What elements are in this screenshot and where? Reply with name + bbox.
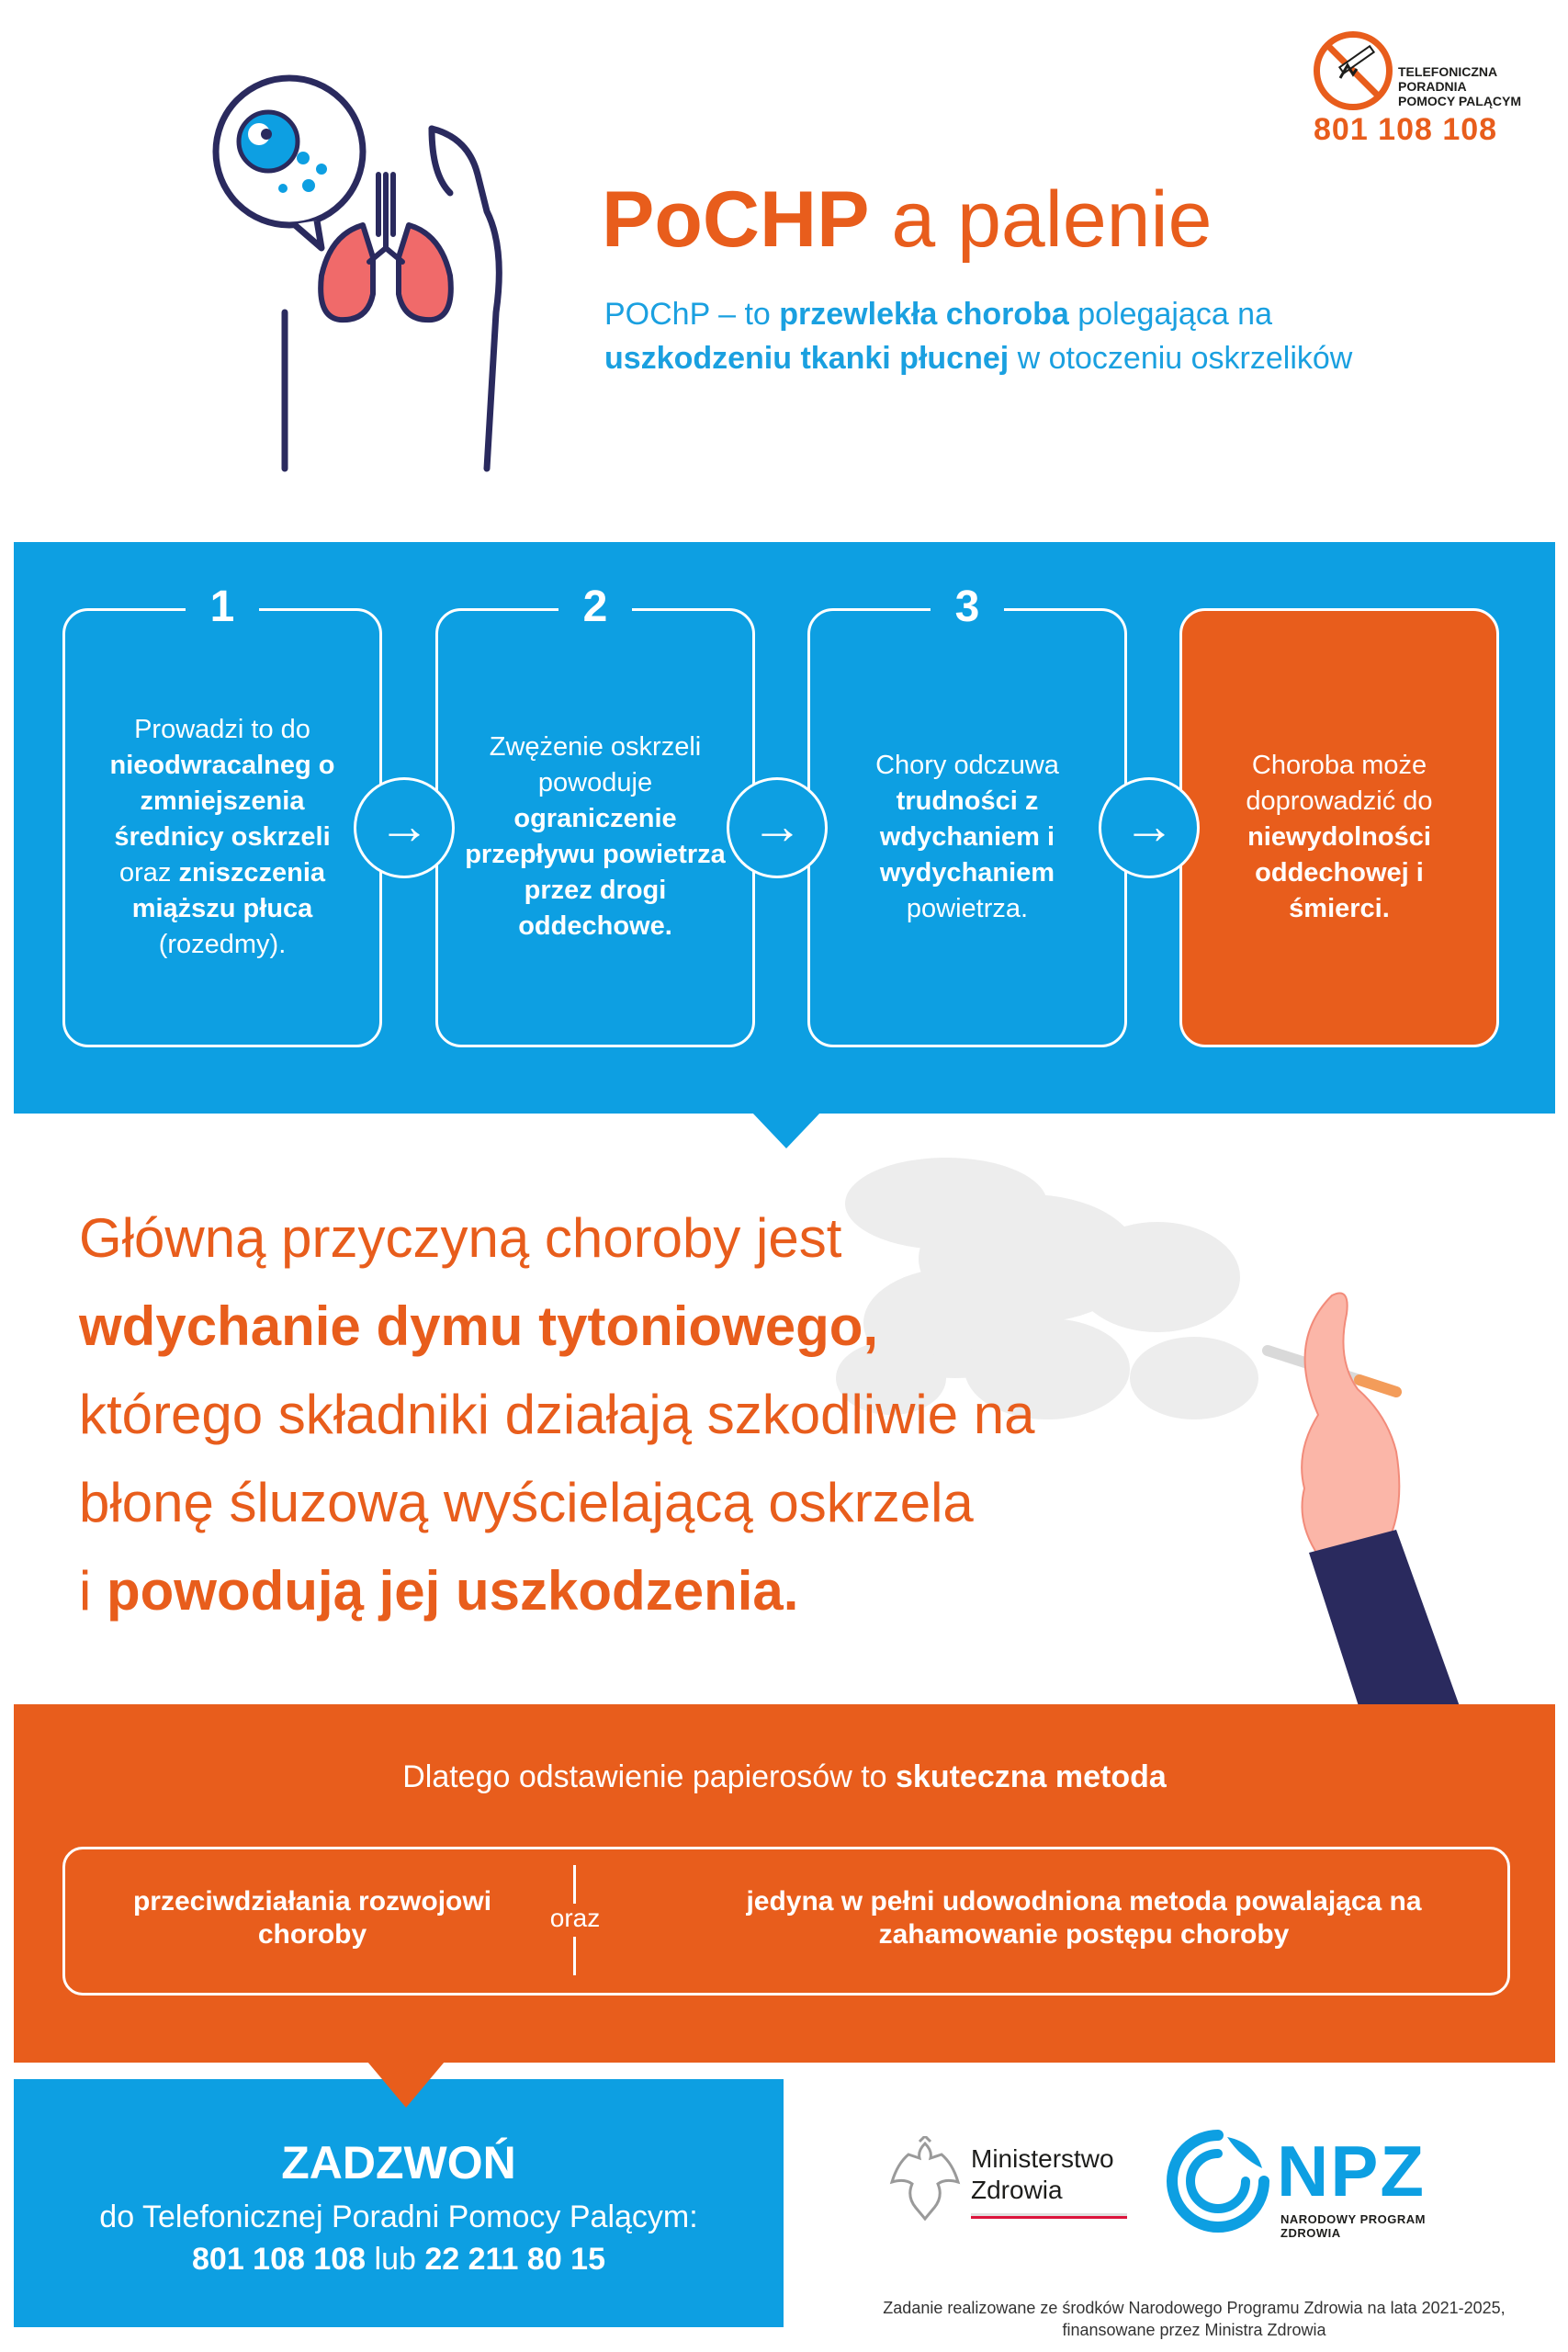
step-text: [89, 712, 355, 963]
npz-name: NPZ: [1277, 2131, 1426, 2211]
title-rest: a palenie: [869, 175, 1213, 264]
message-bold: powodują jej uszkodzenia.: [107, 1560, 799, 1622]
desc-text: w otoczeniu oskrzelików: [1009, 341, 1353, 376]
step-card-3: [807, 608, 1127, 1047]
call-numbers: [14, 2242, 784, 2278]
call-text: do Telefonicznej Poradni Pomocy Palącym:: [99, 2199, 698, 2234]
step-text-bold: trudności z wdychaniem i wydychaniem: [879, 786, 1055, 888]
call-title: ZADZWOŃ: [281, 2137, 516, 2188]
step-text-bold: ograniczenie przepływu powietrza przez drogi oddechowe.: [465, 804, 726, 941]
step-number: 1: [186, 575, 259, 639]
hotline-number[interactable]: 801 108 108: [1314, 112, 1498, 147]
footnote-line: Zadanie realizowane ze środków Narodowego Programu Zdrowia na lata 2021-2025,: [883, 2299, 1506, 2317]
step-text: [834, 748, 1100, 927]
step-number: 3: [931, 575, 1004, 639]
step-text: [1206, 748, 1472, 927]
lungs-icon: [156, 74, 579, 478]
phone-number-link[interactable]: 22 211 80 15: [424, 2242, 605, 2277]
hotline-name-line: TELEFONICZNA: [1398, 64, 1498, 79]
message-prefix: i: [79, 1560, 107, 1622]
intro-bold: skuteczna metoda: [896, 1759, 1167, 1794]
step-text-regular: oraz: [118, 857, 179, 888]
message-line: Główną przyczyną choroby jest: [79, 1207, 842, 1269]
funding-footnote: [854, 2297, 1534, 2341]
step-card-final: [1179, 608, 1499, 1047]
footnote-line: finansowane przez Ministra Zdrowia: [1062, 2321, 1326, 2339]
step-text-bold: niewydolności oddechowej i śmierci.: [1247, 821, 1431, 923]
message-line: którego składniki działają szkodliwie na: [79, 1384, 1035, 1445]
step-number: 2: [558, 575, 632, 639]
hotline-name-line: PORADNIA: [1398, 79, 1467, 94]
ministry-line: Zdrowia: [971, 2176, 1063, 2204]
arrow-right-icon: →: [354, 777, 455, 878]
step-text-regular: Zwężenie oskrzeli powoduje: [489, 732, 702, 797]
message-line-bold: wdychanie dymu tytoniowego,: [79, 1295, 879, 1357]
step-text-bold: nieodwracalneg o zmniejszenia średnicy oskrzeli: [109, 750, 335, 852]
step-text-regular: (rozedmy).: [158, 929, 287, 959]
method-right: jedyna w pełni udowodniona metoda powalająca na zahamowanie postępu choroby: [746, 1886, 1422, 1950]
step-text-bold: zniszczenia miąższu płuca: [131, 857, 326, 923]
ministry-logo: [886, 2136, 1134, 2228]
step-text-regular: Choroba może doprowadzić do: [1246, 750, 1433, 816]
step-text: [462, 729, 728, 944]
ministry-name: [971, 2143, 1114, 2206]
step-text-regular: Chory odczuwa: [875, 750, 1059, 780]
step-text-regular: Prowadzi to do: [134, 714, 310, 744]
npz-emblem-icon: [1167, 2130, 1269, 2233]
step-card-1: [62, 608, 382, 1047]
message-line: [79, 1547, 1181, 1635]
arrow-right-icon: →: [727, 777, 828, 878]
step-text-regular: powietrza.: [906, 893, 1029, 923]
call-connector: lub: [366, 2242, 425, 2277]
page-title: [602, 175, 1212, 266]
desc-text: polegająca na: [1068, 297, 1272, 332]
desc-highlight: uszkodzeniu tkanki płucnej: [604, 341, 1010, 376]
eagle-emblem-icon: [886, 2136, 964, 2224]
npz-logo: [1167, 2130, 1470, 2240]
hotline-name: [1398, 64, 1536, 108]
npz-subtitle: NARODOWY PROGRAM ZDROWIA: [1280, 2212, 1426, 2240]
step-card-2: [435, 608, 755, 1047]
main-message: [79, 1194, 1181, 1635]
title-bold: PoCHP: [602, 175, 870, 264]
desc-text: POChP – to: [604, 297, 780, 332]
method-left: przeciwdziałania rozwojowi choroby: [132, 1886, 492, 1950]
flag-rule: [971, 2213, 1127, 2219]
arrow-right-icon: →: [1099, 777, 1200, 878]
section-pointer: [367, 2062, 445, 2108]
intro-text: Dlatego odstawienie papierosów to: [402, 1759, 896, 1794]
message-line: błonę śluzową wyścielającą oskrzela: [79, 1472, 974, 1533]
hotline-name-line: POMOCY PALĄCYM: [1398, 94, 1522, 108]
divider: [573, 1865, 576, 1904]
no-smoking-icon: [1314, 31, 1393, 110]
header-description: [604, 292, 1358, 380]
divider: [573, 1937, 576, 1975]
phone-number-link[interactable]: 801 108 108: [192, 2242, 367, 2277]
method-connector: oraz: [549, 1904, 601, 1932]
hotline-logo: [1314, 28, 1534, 156]
ministry-line: Ministerstwo: [971, 2144, 1114, 2173]
desc-highlight: przewlekła choroba: [779, 297, 1069, 332]
methods-intro: [14, 1759, 1555, 1795]
